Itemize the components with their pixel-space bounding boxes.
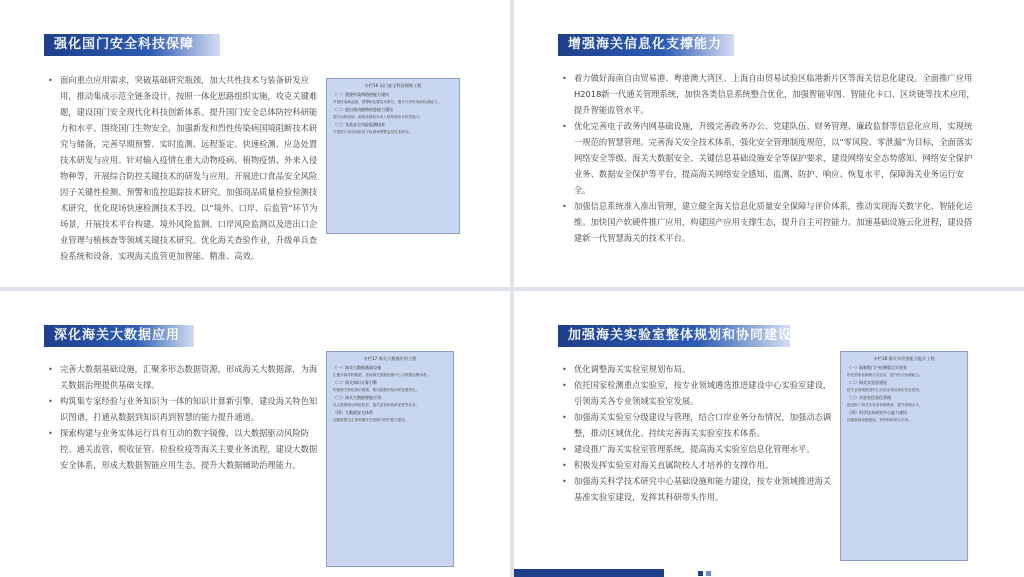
slide-laboratory-planning [514, 291, 1024, 577]
doc-section-heading: （二）海关知识计算引擎 [333, 380, 377, 385]
bullet-list [46, 361, 318, 473]
doc-section-text: 按专业领域推进中心实验室和区域实验室建设。 [847, 388, 923, 392]
bullet-item: • 依托国家检测重点实验室，按专业领域遴选推进建设中心实验室建设，引领海关各专业领域实验室发展。 [560, 377, 832, 409]
document-thumbnail [326, 351, 454, 567]
doc-section-heading: （一）国家级门户检测重点实验室 [847, 365, 907, 370]
doc-section-text: 加强基础设施建设，发挥科研带头作用。 [847, 418, 912, 422]
doc-title: 专栏18 海关实验室能力提升工程 [873, 356, 935, 361]
bullet-item: • 着力做好海南自由贸易港、粤港澳大湾区、上海自由贸易试验区临港新片区等海关信息化建设。全面推广应用H2018新一代通关管理系统，加快各类信息系统整合优化，加强智能审图、智能化卡口、区块链等技术应用，提升智能监管水平。 [560, 70, 980, 118]
doc-section-text: 开展进口食品风险因子检测和预警监控技术研究。 [333, 130, 413, 134]
doc-title: 专栏16 国门安全科技保障工程 [364, 83, 422, 88]
slide-informatization-support [514, 0, 1024, 287]
bullet-item: • 建设推广海关实验室管理系统，提高海关实验室信息化管理水平。 [560, 441, 832, 457]
doc-section-heading: （三）海关大数据智能应用 [333, 395, 381, 400]
doc-section-text: 汇聚多源异构数据，建设海关数据资源中心与数据治理体系。 [333, 373, 431, 377]
doc-section-heading: （四）大数据安全体系 [333, 410, 373, 415]
doc-section-text: 提升动物疫病、植物疫情和外来入侵物种综合防控能力。 [333, 115, 423, 119]
slide-title: 强化国门安全科技保障 [44, 34, 220, 56]
doc-section-text: 构建海关特色知识图谱，推动数据向知识和智慧转化。 [333, 388, 420, 392]
doc-section-heading: （一）重要传染病防控能力建设 [333, 92, 389, 97]
doc-section-heading: （四）科学技术研究中心能力建设 [847, 410, 907, 415]
bullet-item: • 优化完善电子政务内网基础设施，升级完善政务办公、党建队伍、财务管理、廉政监督等信息化应用，实现统一规范的智慧管理。完善海关安全技术体系，强化安全管理制度规范，以“零风险、零泄漏”为目标，全面落实网络安全等级、海关大数据安全、关键信息基础设施安全等保护要求，建设网络安全态势感知、网络安全保护业务、数据安全保护等平台，提高海关网络安全感知、监测、防护、响应、恢复水平，保障海关业务运行安全。 [560, 118, 980, 198]
bullet-list [46, 72, 318, 264]
doc-title: 专栏17 海关大数据应用工程 [363, 356, 417, 361]
slide-title: 增强海关信息化支撑能力 [558, 34, 734, 56]
doc-section-heading: （一）海关大数据基础设施 [333, 365, 381, 370]
doc-section-text: 加强数据全生命周期安全管理与防护能力建设。 [333, 418, 409, 422]
slide-title: 加强海关实验室整体规划和协同建设 [558, 325, 790, 347]
bullet-item: • 积极发挥实验室对海关直属院校人才培养的支撑作用。 [560, 457, 832, 473]
doc-section-text: 以大数据驱动风险防控、通关监管和税收征管等业务。 [333, 403, 420, 407]
accent-square [706, 571, 711, 576]
bullet-item: • 加强海关科学技术研究中心基础设施和能力建设，按专业领域推进海关基准实验室建设，发挥其科研带头作用。 [560, 473, 832, 505]
bullet-list [560, 361, 832, 505]
accent-square [698, 571, 703, 576]
doc-section-heading: （二）海关实验室建设 [847, 380, 887, 385]
doc-section-heading: （二）进出境动植物检疫能力建设 [333, 107, 393, 112]
bottom-accent-bar [514, 569, 664, 577]
bullet-item: • 构筑集专家经验与业务知识为一体的知识计算新引擎，建设海关特色知识图谱，打通从数据到知识再到智慧的能力提升通道。 [46, 393, 318, 425]
document-thumbnail [326, 78, 460, 234]
bullet-item: • 加强信息系统准入准出管理，建立健全海关信息化质量安全保障与评价体系，推动实现海关数字化、智能化运维。加快国产软硬件推广应用，构建国产应用支撑生态，提升自主可控能力。加速基础设施云化进程，建设搭建新一代智慧海关的技术平台。 [560, 198, 980, 246]
doc-section-heading: （三）实验室信息化管理 [847, 395, 891, 400]
bullet-item: • 探索构建与业务实体运行具有互动的数字镜像，以大数据驱动风险防控、通关监管、税收征管、检验检疫等海关主要业务流程，建设大数据安全体系，形成大数据智能应用生态，提升大数据辅助治理能力。 [46, 425, 318, 473]
doc-section-heading: （三）食品安全风险监测技术 [333, 122, 385, 127]
bottom-dots [698, 571, 711, 576]
slide-title: 深化海关大数据应用 [44, 325, 194, 347]
bullet-list [560, 70, 980, 246]
bullet-item: • 优化调整海关实验室规划布局。 [560, 361, 832, 377]
doc-section-text: 建设推广海关实验室管理系统，提升管理水平。 [847, 403, 923, 407]
document-thumbnail [840, 351, 968, 561]
bullet-item: • 加强海关实验室分级建设与管理，结合口岸业务分布情况，加强动态调整，推动区域优化、持续完善海关实验室技术体系。 [560, 409, 832, 441]
bullet-item: • 面向重点应用需求，突破基础研究瓶颈，加大共性技术与装备研发应用，推动集成示范全链条设计，按照一体化思路组织实施，攻克关键难题，建设国门安全现代化科技创新体系。提升国门安全总体防控科研能力和水平。围绕国门生物安全，加强新发和烈性传染病国境阻断技术研究与储备，完善早期预警、实时监测、远程鉴定、快速检测、应急处置技术研发与应用。针对输入疫情在重大动物疫病、植物疫情、外来入侵物种等，开展综合防控关键技术的研发与应用。开展进口食品安全风险因子关键性检测、预警和监控追踪技术研究。加强商品质量检验检测技术研究，优化现场快速检测技术手段。以“境外、口岸、后监管”环节为场景，开展技术平台构建、境外风险监测、口岸风险监测以及进出口企业管理与植核查等领域关键技术研究。优化海关查验作业，升级单兵查验系统和设备，实现海关监管更加智能、精准、高效。 [46, 72, 318, 264]
slide-national-gate-security [0, 0, 510, 287]
doc-section-text: 依托国家检测重点实验室，提升综合检测能力。 [847, 373, 923, 377]
doc-section-text: 开展传染病监测、预警和处置技术研究，提升口岸传染病检测能力。 [333, 100, 441, 104]
bullet-item: • 完善大数据基础设施，汇聚多形态数据资源，形成海关大数据源，为海关数据治理提供基础支撑。 [46, 361, 318, 393]
slide-big-data-application [0, 291, 510, 577]
